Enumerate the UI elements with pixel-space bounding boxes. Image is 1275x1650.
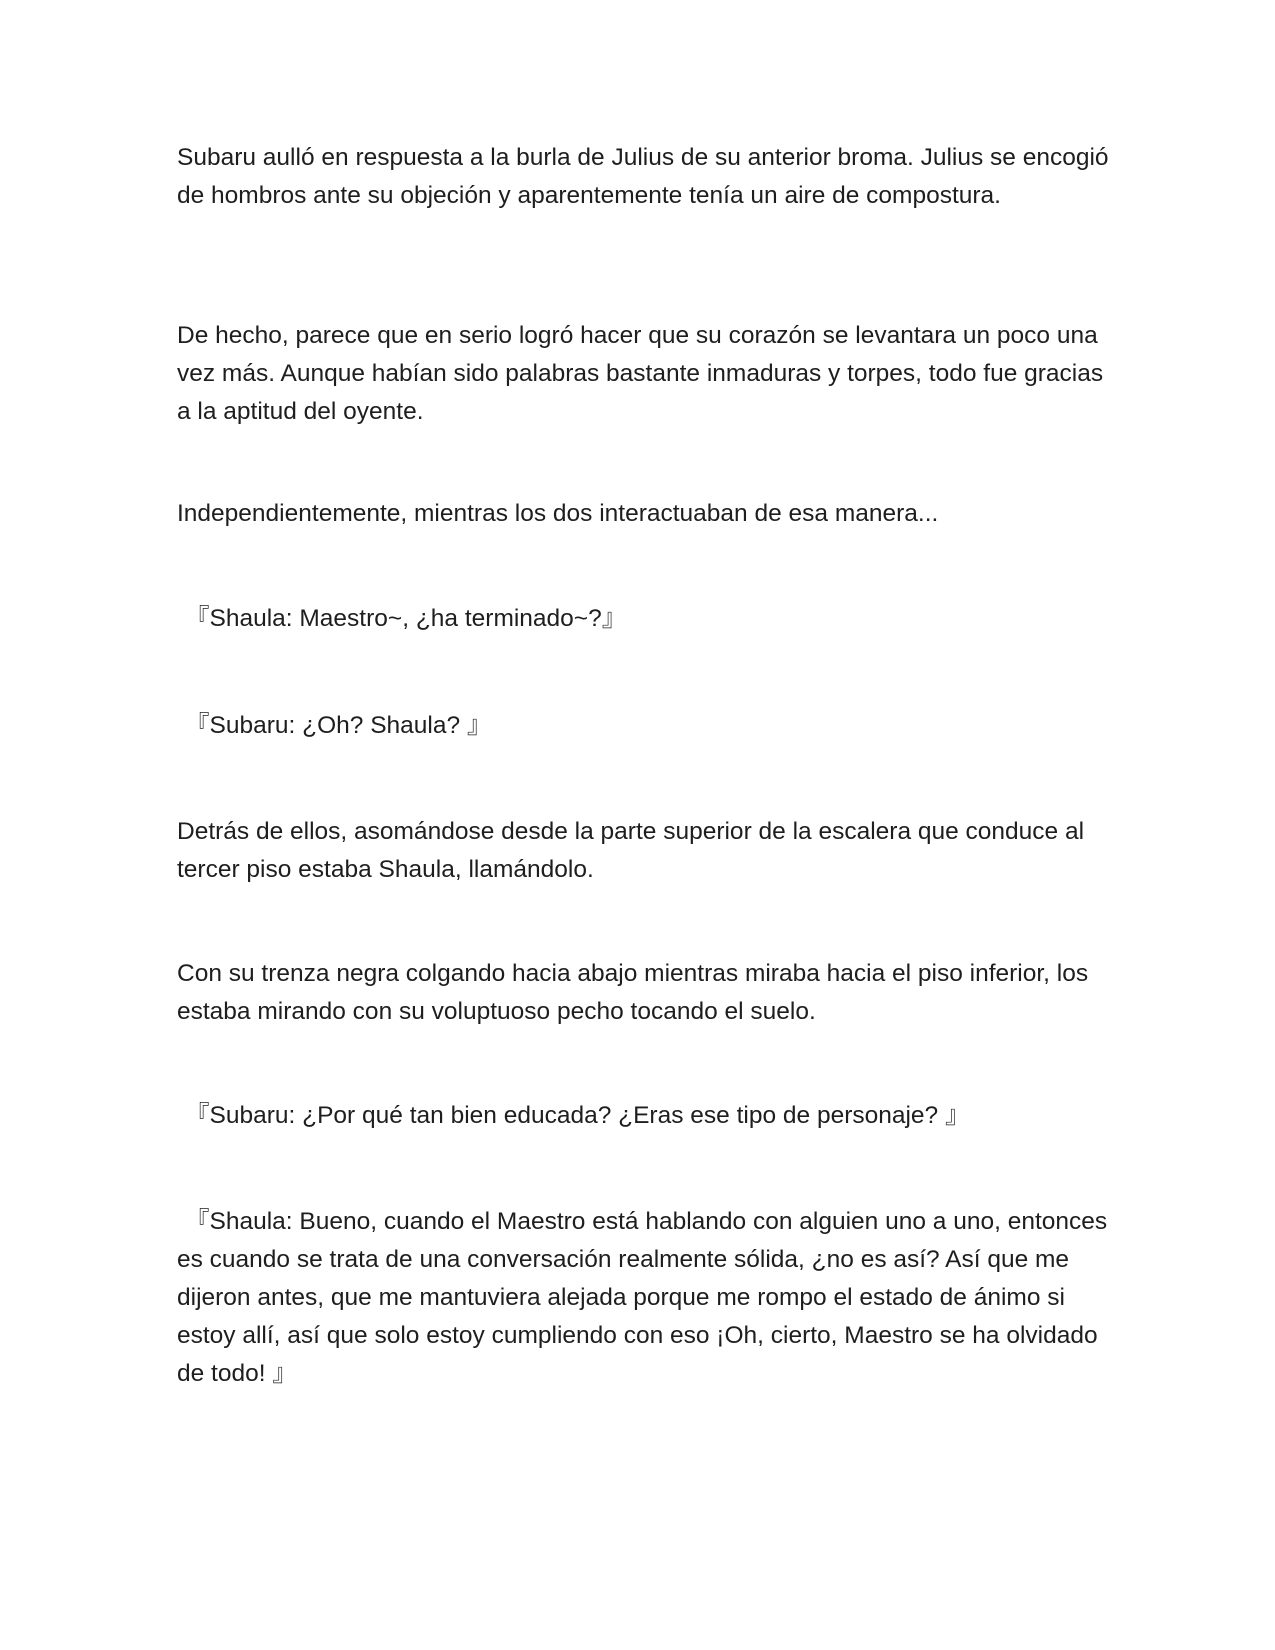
dialogue-shaula-2: 『Shaula: Bueno, cuando el Maestro está hablando con alguien uno a uno, entonces es cuando se trata de una conversación realmente sólida, ¿no es así? Así que me dijeron antes, que me mantuviera alejada porque me rompo el estado de ánimo si estoy allí, así que solo estoy cumpliendo con eso ¡Oh, cierto, Maestro se ha olvidado de todo! 』: [177, 1208, 1108, 1387]
dialogue-subaru-1: 『Subaru: ¿Oh? Shaula? 』: [185, 712, 492, 739]
dialogue-subaru-2: 『Subaru: ¿Por qué tan bien educada? ¿Eras ese tipo de personaje? 』: [185, 1102, 970, 1129]
paragraph-narration-5: Con su trenza negra colgando hacia abajo mientras miraba hacia el piso inferior, los estaba mirando con su voluptuoso pecho tocando el suelo.: [177, 960, 1089, 1025]
paragraph-narration-3: Independientemente, mientras los dos interactuaban de esa manera...: [177, 500, 939, 527]
dialogue-shaula-1: 『Shaula: Maestro~, ¿ha terminado~?』: [185, 605, 627, 632]
paragraph-narration-1: Subaru aulló en respuesta a la burla de Julius de su anterior broma. Julius se encogió de hombros ante su objeción y aparentemente tenía un aire de compostura.: [177, 144, 1109, 209]
paragraph-narration-2: De hecho, parece que en serio logró hacer que su corazón se levantara un poco una vez más. Aunque habían sido palabras bastante inmaduras y torpes, todo fue gracias a la aptitud del oyente.: [177, 322, 1104, 425]
paragraph-narration-4: Detrás de ellos, asomándose desde la parte superior de la escalera que conduce al tercer piso estaba Shaula, llamándolo.: [177, 818, 1085, 883]
